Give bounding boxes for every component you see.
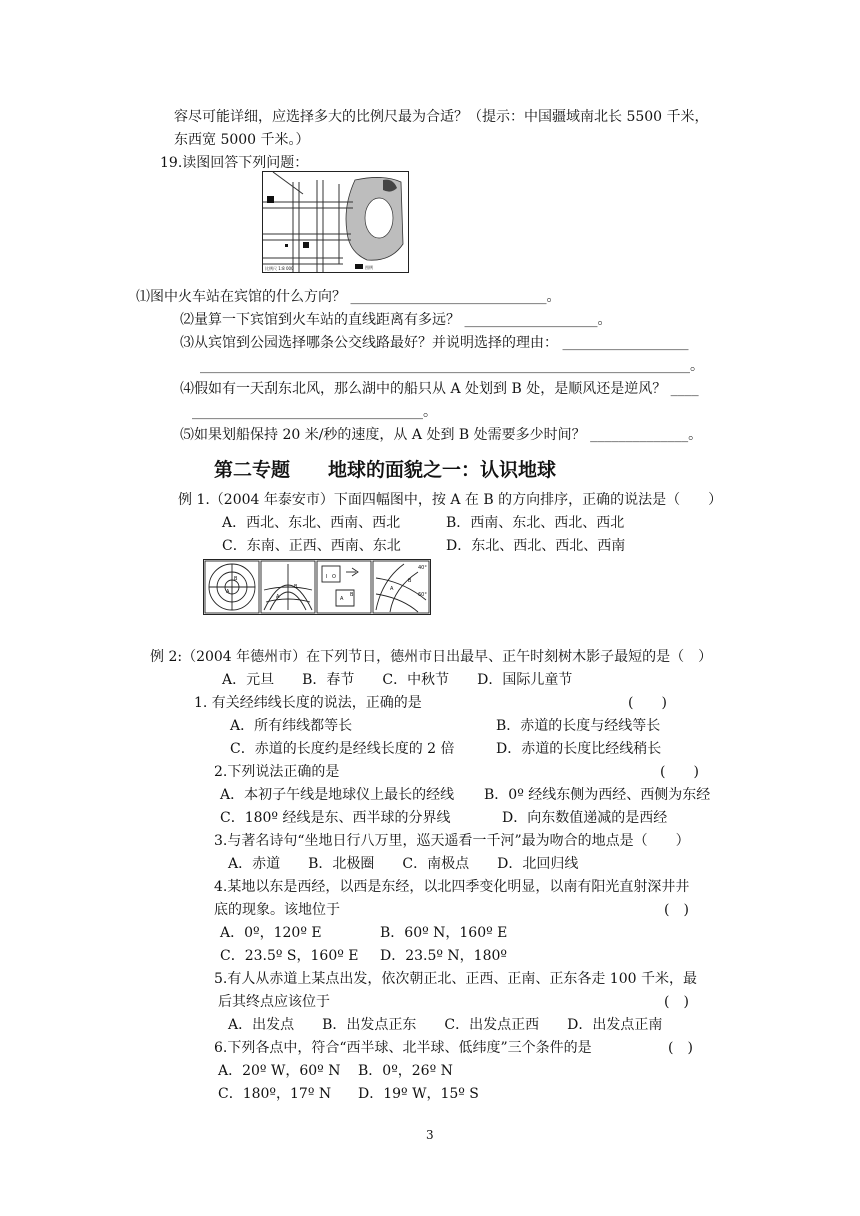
q2-option-a: A．本初子午线是地球仪上最长的经线 bbox=[220, 787, 455, 803]
svg-text:B: B bbox=[234, 576, 238, 582]
q6-stem: 6.下列各点中，符合“西半球、北半球、低纬度”三个条件的是 bbox=[214, 1040, 592, 1056]
svg-text:B: B bbox=[408, 578, 412, 584]
q2-option-c: C．180º 经线是东、西半球的分界线 bbox=[220, 810, 451, 826]
q2-option-d: D．向东数值递减的是西经 bbox=[502, 810, 668, 826]
q18-text-line1: 容尽可能详细，应选择多大的比例尺最为合适？（提示：中国疆域南北长 5500 千米， bbox=[174, 109, 709, 125]
q19-sub1: ⑴图中火车站在宾馆的什么方向？ ____________________________。 bbox=[136, 289, 561, 305]
ex1-option-b: B．西南、东北、西北、西北 bbox=[446, 515, 625, 531]
q5-answer-paren: ( ) bbox=[664, 994, 689, 1010]
q1-stem: 1. 有关经纬线长度的说法，正确的是 bbox=[194, 695, 422, 711]
q18-text-line2: 东西宽 5000 千米。） bbox=[174, 132, 310, 148]
q1-option-a: A．所有纬线都等长 bbox=[230, 718, 353, 734]
q5-stem: 5.有人从赤道上某点出发，依次朝正北、正西、正南、正东各走 100 千米，最 bbox=[214, 971, 697, 987]
svg-text:A: A bbox=[390, 586, 394, 592]
svg-text:40°: 40° bbox=[418, 565, 427, 571]
q19-sub3: ⑶从宾馆到公园选择哪条公交线路最好？并说明选择的理由： __________________ bbox=[180, 335, 689, 351]
q1-answer-paren: ( ) bbox=[628, 695, 667, 711]
svg-text:A: A bbox=[226, 589, 230, 595]
ex1-stem: 例 1.（2004 年泰安市）下面四幅图中，按 A 在 B 的方向排序，正确的说法是（ ） bbox=[178, 492, 723, 508]
section-heading: 第二专题 地球的面貌之一：认识地球 bbox=[214, 459, 557, 481]
q19-sub4-blank: _________________________________。 bbox=[192, 404, 437, 420]
q6-option-d: D．19º W，15º S bbox=[358, 1086, 479, 1102]
q2-stem: 2.下列说法正确的是 bbox=[214, 764, 340, 780]
q19-sub3-blank: ______________________________________________________________________。 bbox=[200, 358, 704, 374]
city-map-figure bbox=[262, 171, 409, 273]
q6-option-c: C．180º，17º N bbox=[218, 1086, 332, 1102]
svg-text:60°: 60° bbox=[418, 592, 427, 598]
direction-diagrams-figure bbox=[203, 559, 431, 615]
q5-options: A．出发点 B．出发点正东 C．出发点正西 D．出发点正南 bbox=[228, 1017, 663, 1033]
q1-option-b: B．赤道的长度与经线等长 bbox=[496, 718, 661, 734]
ex1-option-d: D．东北、西北、西北、西南 bbox=[446, 538, 626, 554]
svg-text:I: I bbox=[326, 574, 328, 580]
q1-option-c: C．赤道的长度约是经线长度的 2 倍 bbox=[230, 741, 455, 757]
ex2-stem: 例 2:（2004 年德州市）在下列节日，德州市日出最早、正午时刻树木影子最短的是（ ） bbox=[150, 649, 713, 665]
q4-option-c: C．23.5º S，160º E bbox=[220, 948, 359, 964]
q6-option-a: A．20º W，60º N bbox=[218, 1063, 341, 1079]
map-scale-label: 比例尺 1:8 000 bbox=[265, 266, 294, 271]
q6-option-b: B．0º，26º N bbox=[358, 1063, 453, 1079]
svg-text:O: O bbox=[332, 574, 336, 580]
q1-option-d: D．赤道的长度比经线稍长 bbox=[496, 741, 662, 757]
q5-stem-cont: 后其终点应该位于 bbox=[218, 994, 330, 1010]
svg-text:A: A bbox=[276, 594, 280, 600]
q19-title: 19.读图回答下列问题： bbox=[160, 155, 309, 171]
q6-answer-paren: ( ) bbox=[668, 1040, 693, 1056]
q4-stem-cont: 底的现象。该地位于 bbox=[214, 902, 340, 918]
q3-stem: 3.与著名诗句“坐地日行八万里，巡天遥看一千河”最为吻合的地点是（ ） bbox=[214, 833, 690, 849]
ex1-option-c: C．东南、正西、西南、东北 bbox=[222, 538, 401, 554]
q19-sub5: ⑸如果划船保持 20 米/秒的速度，从 A 处到 B 处需要多少时间？ ______________。 bbox=[180, 427, 703, 443]
svg-text:A: A bbox=[340, 596, 344, 602]
q19-sub4: ⑷假如有一天刮东北风，那么湖中的船只从 A 处划到 B 处，是顺风还是逆风？ ____ bbox=[180, 381, 699, 397]
q4-stem: 4.某地以东是西经，以西是东经，以北四季变化明显，以南有阳光直射深井井 bbox=[214, 879, 690, 895]
q4-option-b: B．60º N，160º E bbox=[380, 925, 508, 941]
svg-text:B: B bbox=[350, 592, 354, 598]
q4-answer-paren: ( ) bbox=[664, 902, 689, 918]
ex1-option-a: A．西北、东北、西南、西北 bbox=[222, 515, 401, 531]
map-legend-label: 图例 bbox=[365, 265, 373, 270]
q4-option-a: A．0º，120º E bbox=[220, 925, 322, 941]
page-number: 3 bbox=[426, 1128, 434, 1142]
ex2-options: A．元旦 B．春节 C．中秋节 D．国际儿童节 bbox=[222, 672, 573, 688]
q4-option-d: D．23.5º N，180º bbox=[380, 948, 507, 964]
q2-option-b: B．0º 经线东侧为西经、西侧为东经 bbox=[484, 787, 711, 803]
q3-options: A．赤道 B．北极圈 C．南极点 D．北回归线 bbox=[228, 856, 579, 872]
svg-text:B: B bbox=[294, 584, 298, 590]
q19-sub2: ⑵量算一下宾馆到火车站的直线距离有多远？ ___________________。 bbox=[180, 312, 612, 328]
q2-answer-paren: ( ) bbox=[660, 764, 699, 780]
